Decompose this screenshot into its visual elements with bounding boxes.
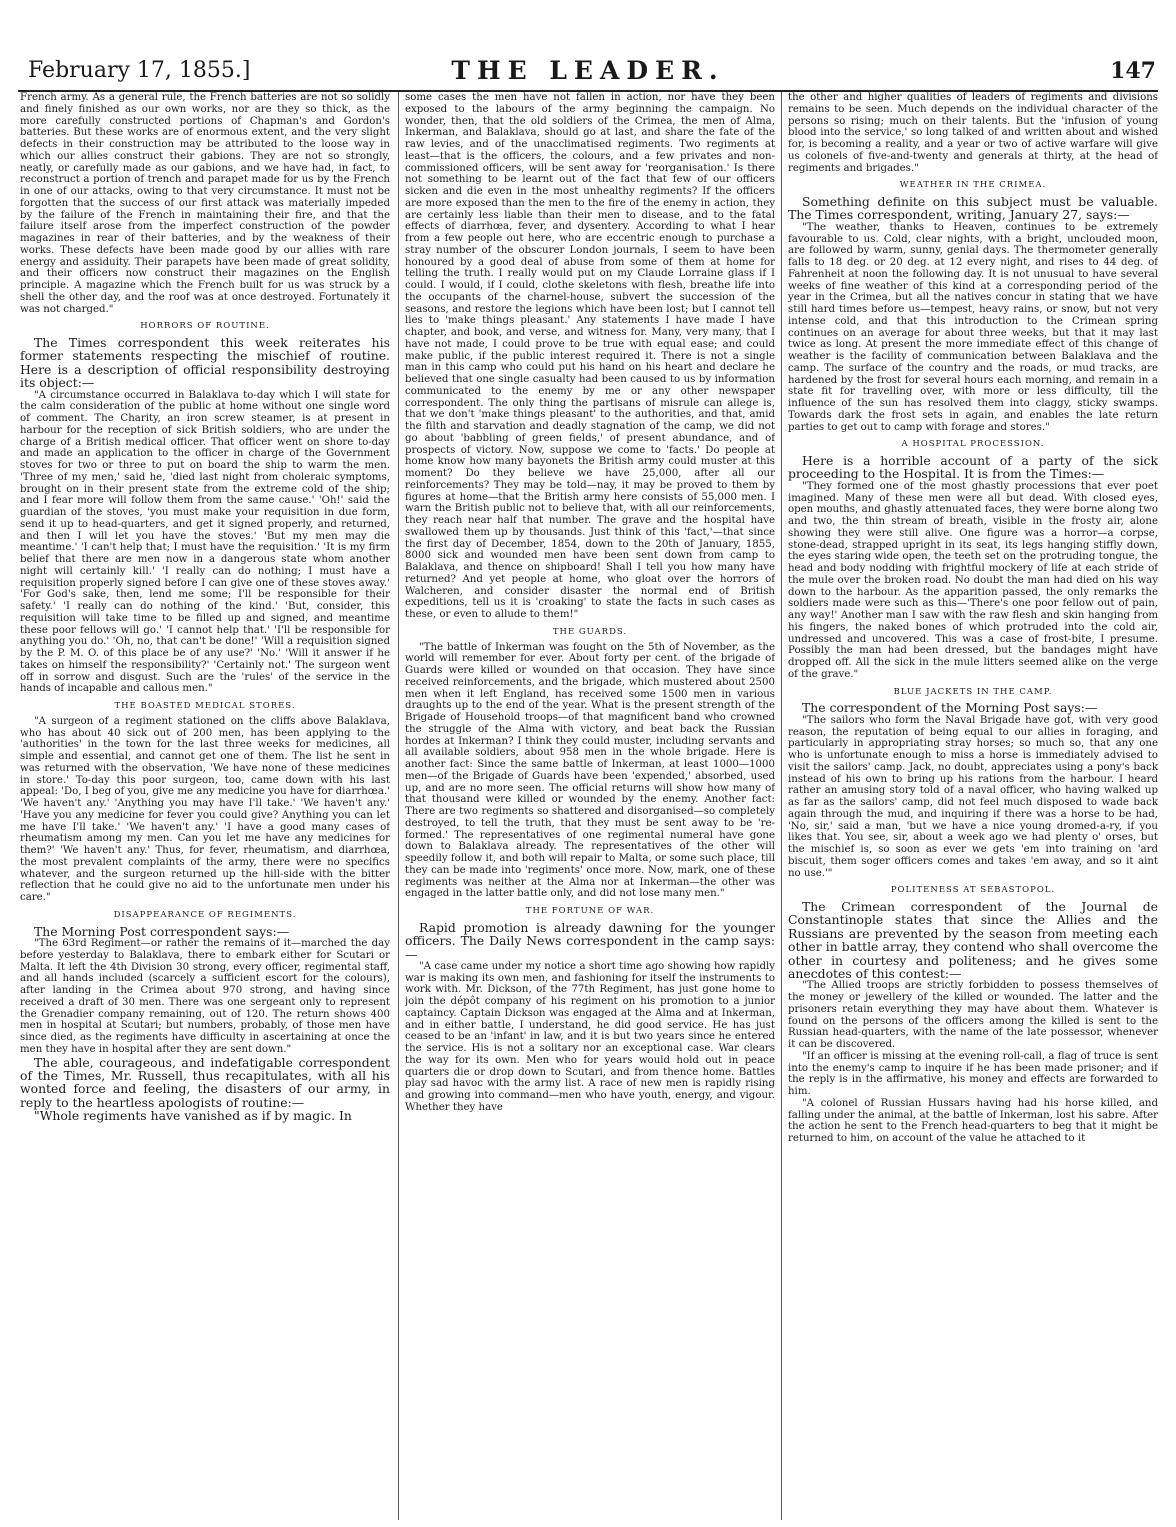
paragraph-intro: Here is a horrible account of a party of the sick proceeding to the Hospital. It is from the Times:— [788, 453, 1158, 482]
paragraph-quote: "The weather, thanks to Heaven, continues to be extremely favourable to us. Cold, clear nights, with a bright, unclouded moon, are followed by warm, sunny, genial days. The thermometer generally falls to 18 deg. or 20 deg. at 12 every night, and rises to 44 deg. of Fahrenheit at noon the following day. It is not unusual to have several weeks of fine weather of this kind at a corresponding period of the year in the Crimea, but all the natives concur in stating that we have still hard times before us—tempest, heavy rains, or snow, but not very intense cold, and that this introduction to the Crimean spring continues on an average for about three weeks, but that it may last twice as long. At present the more immediate effect of this change of weather is the facility of communication between Balaklava and the camp. The surface of the country and the roads, or mud tracks, are hardened by the frost for several hours each morning, and remain in a state fit for travelling over, with more or less difficulty, till the influence of the sun has resolved them into claggy, sticky swamps. Towards dark the frost sets in again, and enables the late return parties to get out to camp with forage and stores." [788, 221, 1158, 433]
paragraph-quote: "The Allied troops are strictly forbidden to possess themselves of the money or jewellery of the killed or wounded. The latter and the prisoners retain everything they may have about them. Whatever is found on the persons of the officers among the killed is sent to the Russian head-quarters, with the name of the late possessor, whenever it can be discovered. [788, 980, 1158, 1051]
column-2 [405, 92, 775, 1520]
paragraph-quote: "A colonel of Russian Hussars having had his horse killed, and falling under the animal, at the battle of Inkerman, lost his sabre. After the action he sent to the French head-quarters to beg that it might be returned to him, on account of the value he attached to it [788, 1097, 1158, 1145]
paragraph-quote: "A surgeon of a regiment stationed on the cliffs above Balaklava, who has about 40 sick out of 200 men, has been applying to the 'authorities' in the town for the last three weeks for medicines, all simple and essential, and cannot get one of them. The list he sent in was returned with the observation, 'We have none of these medicines in store.' To-day this poor surgeon, too, came down with his last appeal: 'Do, I beg of you, give me any medicine you have for diarrhœa.' 'We haven't any.' 'Anything you may have I'll take.' 'We haven't any.' 'Have you any medicine for fever you could give? Anything you can let me have I'll take.' 'We haven't any.' 'I have a good many cases of rheumatism among my men. Can you let me have any medicines for them?' 'We haven't any.' Thus, for fever, rheumatism, and diarrhœa, the most prevalent complaints of the army, there were no specifics whatever, and the surgeon returned up the hill-side with the bitter reflection that he could give no aid to the unfortunate men under his care." [20, 715, 390, 904]
issue-date: February 17, 1855.] [28, 58, 251, 83]
paragraph-quote: "If an officer is missing at the evening roll-call, a flag of truce is sent into the enemy's camp to inquire if he has been made prisoner; and if the reply is in the affirmative, his money and effects are forwarded to him. [788, 1050, 1158, 1098]
column-1 [20, 92, 390, 1520]
section-heading-medical-stores: THE BOASTED MEDICAL STORES. [114, 701, 296, 712]
section-heading-weather: WEATHER IN THE CRIMEA. [899, 180, 1047, 191]
paragraph-intro: The able, courageous, and indefatigable correspondent of the Times, Mr. Russell, thus recapitulates, with all his wonted force and feeling, the disasters of our army, in reply to the heartless apologists of routine:— [20, 1054, 390, 1110]
section-heading-guards: THE GUARDS. [552, 626, 628, 637]
paragraph: some cases the men have not fallen in action, nor have they been exposed to the labours of the army beginning the campaign. No wonder, then, that the old soldiers of the Crimea, the men of Alma, Inkerman, and Balaklava, should go at last, and share the fate of the raw levies, and of the unacclimatised regiments. Two regiments at least—that is the officers, the colours, and a few privates and non-commissioned officers, will be sent away for 'reorganisation.' Is there not something to be learnt out of the fact that few of our officers sicken and die even in the most unhealthy regiments? If the officers are more exposed than the men to the fire of the enemy in action, they are certainly less liable than their men to disease, and to the fatal effects of diarrhœa, fever, and dysentery. According to what I hear from a few people out here, who are eccentric enough to purchase a stray number of the obscurer London journals, I seem to have been honoured by a good deal of abuse from some of them at home for telling the truth. I really would put on my Claude Lorraine glass if I could. I would, if I could, clothe skeletons with flesh, breathe life into the occupants of the charnel-house, subvert the succession of the seasons, and restore the legions which have been lost; but I cannot tell lies to 'make things pleasant.' Any statements I have made I have chapter, and book, and verse, and witness for. Many, very many, that I have not made, I could prove to be true with equal ease; and could make public, if the public interest required it. There is not a single man in this camp who could put his hand on his heart and declare he believed that one single casualty had been caused to us by information communicated to the enemy by me or any other newspaper correspondent. The only thing the partisans of misrule can allege is, that we don't 'make things pleasant' to the authorities, and that, amid the filth and starvation and deadly stagnation of the camp, we did not go about 'babbling of green fields,' of present abundance, and of prospects of victory. Now, suppose we come to 'facts.' Do people at home know how many bayonets the British army could muster at this moment? Do they believe we have 25,000, after all our reinforcements? They may be told—nay, it may be proved to them by figures at home—that the British army here consists of 55,000 men. I warn the British public not to believe that, with all our reinforcements, they reach near half that number. The grave and the hospital have swallowed them up by thousands. Just think of this 'fact,'—that since the first day of December, 1854, down to the 20th of January, 1855, 8000 sick and wounded men have been sent down from camp to Balaklava, and thence on shipboard! Shall I tell you how many have returned? And yet people at home, who gloat over the horrors of Walcheren, and consider disaster the normal end of British expeditions, tell us it is 'croaking' to state the facts in such cases as these, or even to allude to them!" [405, 92, 775, 620]
paragraph-quote: "A case came under my notice a short time ago showing how rapidly war is making its own men, and fashioning for itself the instruments to work with. Mr. Dickson, of the 77th Regiment, has just gone home to join the dépôt company of his regiment on his promotion to a junior captaincy. Captain Dickson was engaged at the Alma and at Inkerman, and in either battle, I understand, he did good service. He has just ceased to be an 'infant' in law, and it is but two years since he entered the service. His is not a solitary nor an exceptional case. War clears the way for its own. Men who for years would hold out in peace quarters die or drop down to Scutari, and from thence home. Battles play sad havoc with the army list. A race of new men is rapidly rising and growing into command—men who have youth, energy, and vigour. Whether they have [405, 960, 775, 1113]
masthead [18, 56, 1158, 90]
column-divider-1 [398, 92, 399, 1520]
paragraph-intro: Something definite on this subject must be valuable. The Times correspondent, writing, January 27, says:— [788, 194, 1158, 223]
section-heading-fortune-of-war: THE FORTUNE OF WAR. [525, 906, 655, 916]
paragraph-intro: The correspondent of the Morning Post says:— [802, 700, 1098, 716]
section-heading-horrors-of-routine: HORRORS OF ROUTINE. [140, 321, 270, 332]
column-divider-2 [781, 92, 782, 1520]
paragraph: French army. As a general rule, the French batteries are not so solidly and finely finished as our own works, nor are they so thick, as the more carefully constructed portions of Chapman's and Gordon's batteries. But these works are of enormous extent, and the very slight defects in their construction may be attributed to the loose way in which our allies construct their gabions. They are not so strongly, neatly, or carefully made as our gabions, and we have had, in fact, to reconstruct a portion of trench and parapet made for us by the French in one of our attacks, owing to that very circumstance. It must not be forgotten that the success of our first attack was materially impeded by the failure of the French in maintaining their fire, and that the failure itself arose from the imperfect construction of the powder magazines in rear of their batteries, and by the weakness of their works. These defects have been made good by our allies with rare energy and assiduity. Their parapets have been made of great solidity, and their officers now construct their magazines on the English principle. A magazine which the French built for us was struck by a shell the other day, and the roof was at once destroyed. Fortunately it was not charged." [20, 92, 390, 315]
newspaper-title: THE LEADER. [451, 56, 725, 85]
section-heading-hospital-procession: A HOSPITAL PROCESSION. [901, 439, 1045, 450]
paragraph-intro: The Morning Post correspondent says:— [34, 923, 290, 939]
section-heading-blue-jackets: BLUE JACKETS IN THE CAMP. [893, 686, 1053, 697]
paragraph-quote: "Whole regiments have vanished as if by magic. In [34, 1108, 352, 1124]
paragraph-quote: "They formed one of the most ghastly processions that ever poet imagined. Many of these men were all but dead. With closed eyes, open mouths, and ghastly attenuated faces, they were borne along two and two, the thin stream of breath, visible in the frosty air, alone showing they were still alive. One figure was a horror—a corpse, stone-dead, strapped upright in its seat, its legs hanging stiffly down, the eyes staring wide open, the teeth set on the protruding tongue, the head and body nodding with frightful mockery of life at each stride of the mule over the broken road. No doubt the man had died on his way down to the harbour. As the apparition passed, the only remarks the soldiers made were such as this—'There's one poor fellow out of pain, any way!' Another man I saw with the raw flesh and skin hanging from his fingers, the naked bones of which protruded into the cold air, undressed and uncovered. This was a case of frost-bite, I presume. Possibly the man had been dressed, but the bandages might have dropped off. All the sick in the mule litters seemed alike on the verge of the grave." [788, 480, 1158, 680]
paragraph-intro: The Crimean correspondent of the Journal de Constantinople states that since the Allies and the Russians are prevented by the season from meeting each other in battle array, they contend who shall overcome the other in courtesy and politeness; and he gives some anecdotes of this contest:— [788, 899, 1158, 982]
section-heading-politeness: POLITENESS AT SEBASTOPOL. [890, 885, 1056, 896]
paragraph: the other and higher qualities of leaders of regiments and divisions remains to be seen. Much depends on the individual character of the persons so rising; much on their talents. But the 'infusion of young blood into the service,' so long talked of and written about and wished for, is becoming a reality, and a year or two of active warfare will give us colonels of five-and-twenty and generals at thirty, at the head of regiments and brigades." [788, 92, 1158, 174]
column-3 [788, 92, 1158, 1520]
paragraph-quote: "The sailors who form the Naval Brigade have got, with very good reason, the reputation of being equal to our allies in foraging, and particularly in appropriating stray horses; so much so, that any one who is unfortunate enough to miss a horse is immediately advised to visit the sailors' camp. Jack, no doubt, appreciates using a pony's back instead of his own to bring up his rations from the harbour. I heard rather an amusing story told of a naval officer, who having walked up as far as the sailors' camp, did not feel much disposed to wade back again through the mud, and inquiring if there was a horse to be had, 'No, sir,' said a man, 'but we have a nice young dromed-a-ry, if you likes that. You see, sir, about a week ago we had plenty o' orses, but the mischief is, so soon as ever we gets 'em into training on 'ard biscuit, them soger officers comes and takes 'em away, and so it aint no use.'" [788, 714, 1158, 879]
paragraph-quote: "The battle of Inkerman was fought on the 5th of November, as the world will remember for ever. About forty per cent. of the brigade of Guards were killed or wounded on that occasion. They have since received reinforcements, and the brigade, which mustered about 2500 men when it left England, has received some 1500 men in various draughts up to the end of the year. What is the present strength of the Brigade of Household troops—of that magnificent band who crowned the struggle of the Alma with victory, and beat back the Russian hordes at Inkerman? I think they could muster, including servants and all available soldiers, about 958 men in the whole brigade. Here is another fact: Since the same battle of Inkerman, at least 1000—1000 men—of the Brigade of Guards have been 'expended,' absorbed, used up, and are no more seen. The official returns will show how many of that thousand were killed or wounded by the enemy. Another fact: There are two regiments so shattered and disorganised—so completely destroyed, to tell the truth, that they must be sent away to be 're-formed.' The representatives of one regimental numeral have gone down to Balaklava already. The representatives of the other will speedily follow it, and both will repair to Malta, or some such place, till they can be made into 'regiments' once more. Now, mark, one of these regiments was neither at the Alma nor at Inkerman—the other was engaged in the latter battle only, and did not lose many men." [405, 641, 775, 900]
paragraph-intro: Rapid promotion is already dawning for the younger officers. The Daily News correspondent in the camp says:— [405, 919, 775, 962]
paragraph-quote: "A circumstance occurred in Balaklava to-day which I will state for the calm consideration of the public at home without one single word of comment. The Charity, an iron screw steamer, is at present in harbour for the reception of sick British soldiers, who are under the charge of a British medical officer. That officer went on shore to-day and made an application to the officer in charge of the Government stoves for two or three to put on board the ship to warm the men. 'Three of my men,' said he, 'died last night from choleraic symptoms, brought on in their present state from the extreme cold of the ship; and I fear more will follow them from the same cause.' 'Oh!' said the guardian of the stoves, 'you must make your requisition in due form, send it up to head-quarters, and get it signed properly, and returned, and then I will let you have the stoves.' 'But my men may die meantime.' 'I can't help that; I must have the requisition.' 'It is my firm belief that there are men now in a dangerous state whom another night will certainly kill.' 'I really can do nothing; I must have a requisition properly signed before I can give one of these stoves away.' 'For God's sake, then, lend me some; I'll be responsible for their safety.' 'I really can do nothing of the kind.' 'But, consider, this requisition will take time to be filled up and signed, and meantime these poor fellows will go.' 'I cannot help that.' 'I'll be responsible for anything you do.' 'Oh, no, that can't be done!' 'Will a requisition signed by the P. M. O. of this place be of any use?' 'No.' 'Will it answer if he takes on himself the responsibility?' 'Certainly not.' The surgeon went off in sorrow and disgust. Such are the 'rules' of the service in the hands of incapable and callous men." [20, 389, 390, 695]
paragraph-intro: The Times correspondent this week reiterates his former statements respecting the mischief of routine. Here is a description of official responsibility destroying its object:— [20, 335, 390, 391]
paragraph-quote: "The 63rd Regiment—or rather the remains of it—marched the day before yesterday to Balaklava, there to embark either for Scutari or Malta. It left the 4th Division 30 strong, every officer, regimental staff, and all hands included (scarcely a sufficient escort for the colours), after landing in the Crimea about 970 strong, and having since received a draft of 30 men. There was one sergeant only to represent the Grenadier company remaining, out of 120. The return shows 400 men in hospital at Scutari; but numbers, probably, of those men have since died, as the regiments have difficulty in ascertaining at once the men they have in hospital after they are sent down." [20, 938, 390, 1055]
page-number: 147 [1110, 58, 1156, 84]
section-heading-disappearance: DISAPPEARANCE OF REGIMENTS. [113, 909, 297, 920]
